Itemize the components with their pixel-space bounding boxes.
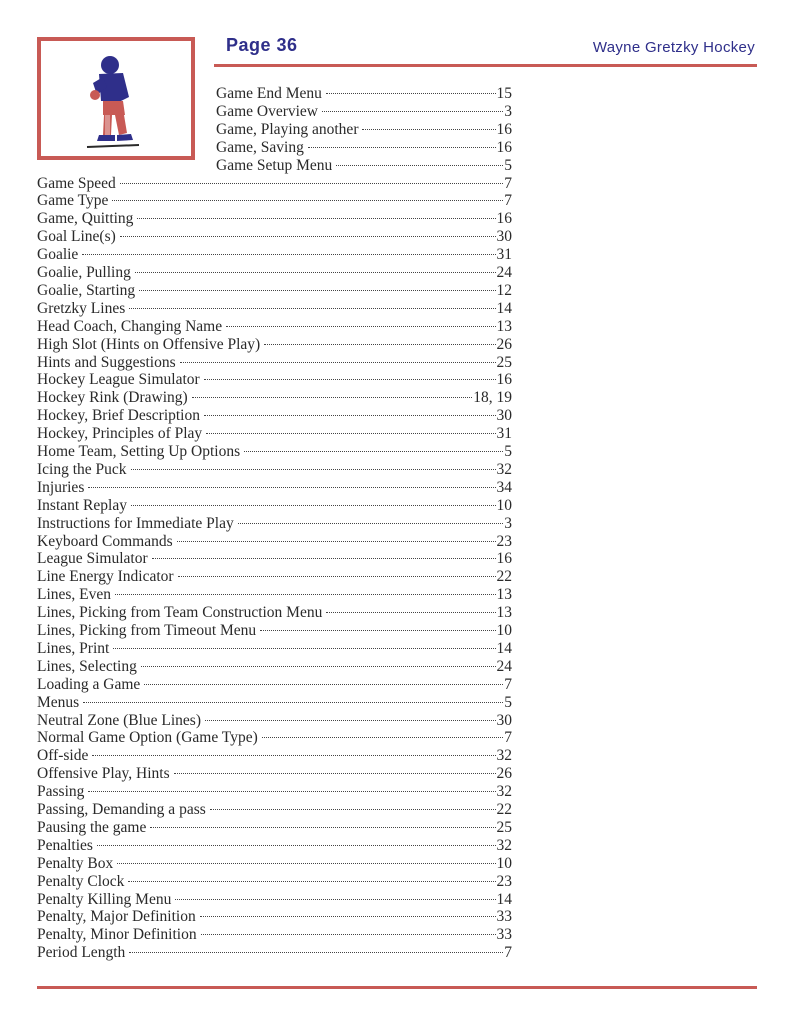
- index-entry-page: 7: [504, 192, 512, 210]
- index-entry-title: Head Coach, Changing Name: [37, 317, 223, 335]
- index-entry: [37, 336, 512, 354]
- index-entry-page: 22: [496, 801, 512, 818]
- index-entry-page: 10: [496, 622, 512, 639]
- index-entry-page: 3: [504, 514, 512, 532]
- dot-leader: [131, 505, 496, 506]
- index-entry-page: 12: [496, 281, 512, 299]
- index-entry-title: Normal Game Option (Game Type): [37, 729, 258, 747]
- index-entry: [37, 533, 512, 551]
- index-entry-title: Gretzky Lines: [37, 299, 126, 317]
- index-entry-title: Game, Saving: [216, 138, 304, 156]
- index-entry-title: Hints and Suggestions: [37, 353, 176, 371]
- index-entry-page: 26: [496, 765, 512, 783]
- dot-leader: [322, 111, 503, 112]
- index-entry-page: 30: [496, 407, 512, 425]
- dot-leader: [206, 433, 495, 434]
- index-entry-title: High Slot (Hints on Offensive Play): [37, 335, 261, 353]
- dot-leader: [264, 344, 495, 345]
- index-entry: [37, 389, 512, 407]
- index-entry-title: Hockey Rink (Drawing): [37, 389, 188, 407]
- index-entry: [37, 192, 512, 210]
- index-entry: [37, 407, 512, 425]
- dot-leader: [150, 827, 495, 828]
- index-entry-title: Keyboard Commands: [37, 532, 173, 550]
- index-entry-title: Pausing the game: [37, 818, 147, 836]
- dot-leader: [204, 415, 496, 416]
- dot-leader: [88, 487, 495, 488]
- index-entry-title: Game, Quitting: [37, 210, 134, 228]
- index-entry-page: 22: [496, 568, 512, 586]
- index-entry-title: Penalty Clock: [37, 872, 125, 890]
- index-entry: [37, 855, 512, 873]
- index-entry-page: 14: [496, 890, 512, 908]
- dot-leader: [205, 720, 496, 721]
- dot-leader: [117, 863, 495, 864]
- index-entry: [37, 873, 512, 891]
- index-entry: [37, 568, 512, 586]
- index-entry-title: Game Type: [37, 192, 109, 210]
- index-entry-title: Instructions for Immediate Play: [37, 514, 234, 532]
- index-entry-title: Offensive Play, Hints: [37, 765, 170, 783]
- index-entry-page: 13: [496, 586, 512, 604]
- index-entry-page: 24: [496, 657, 512, 675]
- index-entry: [37, 801, 512, 819]
- index-entry-page: 7: [504, 675, 512, 693]
- index-entry-page: 7: [504, 174, 512, 192]
- index-entry: [37, 729, 512, 747]
- dot-leader: [326, 93, 496, 94]
- index-entry: [37, 604, 512, 622]
- index-entry-title: Loading a Game: [37, 675, 141, 693]
- index-entry-page: 30: [496, 711, 512, 729]
- index-entry-title: Lines, Even: [37, 586, 112, 604]
- index-entry: [37, 926, 512, 944]
- index-entry: [216, 157, 512, 175]
- index-entry: [216, 103, 512, 121]
- index-entry: [37, 908, 512, 926]
- dot-leader: [200, 916, 496, 917]
- index-entry-page: 5: [504, 693, 512, 711]
- dot-leader: [174, 773, 496, 774]
- index-entry: [37, 944, 512, 962]
- running-header-title: Wayne Gretzky Hockey: [592, 39, 755, 56]
- index-entry-title: Goal Line(s): [37, 228, 116, 246]
- index-entry-title: Menus: [37, 693, 80, 711]
- index-entry-title: Injuries: [37, 478, 85, 496]
- index-entry: [37, 354, 512, 372]
- index-entry-title: Instant Replay: [37, 496, 127, 514]
- index-entry-page: 10: [496, 854, 512, 872]
- dot-leader: [260, 630, 495, 631]
- dot-leader: [326, 612, 495, 613]
- dot-leader: [192, 397, 473, 398]
- index-entry: [37, 479, 512, 497]
- index-entry: [37, 300, 512, 318]
- index-entry: [37, 264, 512, 282]
- index-entry-title: Period Length: [37, 944, 126, 962]
- index-entry-page: 25: [496, 353, 512, 371]
- dot-leader: [238, 523, 504, 524]
- index-entry: [37, 622, 512, 640]
- index-entry-page: 32: [496, 783, 512, 801]
- index-entry-title: Line Energy Indicator: [37, 568, 174, 586]
- index-entry: [37, 497, 512, 515]
- dot-leader: [308, 147, 496, 148]
- index-entry-page: 31: [496, 425, 512, 443]
- dot-leader: [177, 541, 496, 542]
- index-entry: [37, 765, 512, 783]
- index-entry-title: Icing the Puck: [37, 460, 127, 478]
- dot-leader: [210, 809, 496, 810]
- dot-leader: [83, 702, 503, 703]
- index-entry-page: 16: [496, 371, 512, 389]
- index-entry-title: Game, Playing another: [216, 120, 359, 138]
- index-entry-page: 34: [496, 478, 512, 496]
- hockey-player-icon: [81, 49, 151, 149]
- index-entry-page: 13: [496, 317, 512, 335]
- index-entry: [37, 783, 512, 801]
- index-entry-title: Hockey, Brief Description: [37, 407, 200, 425]
- index-entry: [37, 891, 512, 909]
- index-entry-page: 5: [504, 156, 512, 174]
- dot-leader: [82, 254, 495, 255]
- index-entry-page: 26: [496, 335, 512, 353]
- index-entry-page: 24: [496, 264, 512, 281]
- index-entry-page: 30: [496, 228, 512, 246]
- dot-leader: [244, 451, 503, 452]
- index-entry-page: 18, 19: [473, 389, 512, 407]
- dot-leader: [135, 272, 496, 273]
- index-entry-title: Lines, Picking from Timeout Menu: [37, 622, 257, 639]
- index-entry: [216, 139, 512, 157]
- index-entry-page: 5: [504, 443, 512, 460]
- index-entry-title: Penalty, Major Definition: [37, 908, 196, 926]
- index-entry-page: 31: [496, 246, 512, 264]
- index-entry: [37, 515, 512, 533]
- index-entry: [216, 85, 512, 103]
- index-entry-page: 33: [496, 908, 512, 926]
- index-entry: [37, 640, 512, 658]
- dot-leader: [178, 576, 496, 577]
- dot-leader: [131, 469, 496, 470]
- index-entry: [37, 228, 512, 246]
- index-entry-title: Penalties: [37, 836, 93, 854]
- index-entry-title: Hockey, Principles of Play: [37, 425, 203, 443]
- index-entry-page: 14: [496, 299, 512, 317]
- index-entry-page: 23: [496, 532, 512, 550]
- header-divider: [214, 64, 757, 67]
- index-entry-page: 3: [504, 102, 512, 120]
- dot-leader: [128, 881, 495, 882]
- index-entry-title: Lines, Selecting: [37, 657, 137, 675]
- index-entry-page: 7: [504, 729, 512, 747]
- dot-leader: [175, 899, 495, 900]
- index-entry-title: Goalie: [37, 246, 79, 264]
- index-entry: [37, 425, 512, 443]
- dot-leader: [120, 236, 496, 237]
- index-entry: [37, 443, 512, 461]
- index-entry-page: 13: [496, 604, 512, 622]
- index-entry-page: 23: [496, 872, 512, 890]
- index-entry-page: 32: [496, 460, 512, 478]
- index-entry-title: Penalty, Minor Definition: [37, 926, 197, 944]
- index-entry-title: Neutral Zone (Blue Lines): [37, 711, 201, 729]
- dot-leader: [113, 648, 495, 649]
- index-entry: [37, 837, 512, 855]
- dot-leader: [180, 362, 496, 363]
- index-entry-title: Passing: [37, 783, 85, 801]
- index-entry-title: Penalty Box: [37, 854, 114, 872]
- index-entry-title: Goalie, Pulling: [37, 264, 131, 281]
- dot-leader: [336, 165, 503, 166]
- dot-leader: [97, 845, 496, 846]
- logo-frame: [37, 37, 195, 160]
- index-entry-page: 16: [496, 550, 512, 568]
- index-entry-title: Game End Menu: [216, 85, 322, 102]
- index-entry-title: Game Overview: [216, 102, 318, 120]
- dot-leader: [139, 290, 495, 291]
- index-entry-title: Game Speed: [37, 174, 116, 192]
- dot-leader: [144, 684, 503, 685]
- dot-leader: [115, 594, 495, 595]
- index-entry-title: League Simulator: [37, 550, 148, 568]
- page-number: Page 36: [226, 35, 298, 55]
- index-entry-page: 16: [496, 210, 512, 228]
- index-entry-page: 25: [496, 818, 512, 836]
- dot-leader: [262, 737, 504, 738]
- dot-leader: [226, 326, 495, 327]
- footer-divider: [37, 986, 757, 989]
- index-entry-page: 33: [496, 926, 512, 944]
- index-entry-title: Goalie, Starting: [37, 281, 136, 299]
- index-entry: [37, 694, 512, 712]
- index-entry: [37, 210, 512, 228]
- index-entry: [37, 586, 512, 604]
- index-entry: [37, 676, 512, 694]
- index-entry-page: 10: [496, 496, 512, 514]
- index-entry: [37, 318, 512, 336]
- index-entry: [37, 712, 512, 730]
- index-entry-title: Home Team, Setting Up Options: [37, 443, 241, 460]
- dot-leader: [137, 218, 495, 219]
- index-entry-page: 15: [496, 85, 512, 102]
- dot-leader: [362, 129, 495, 130]
- dot-leader: [201, 934, 496, 935]
- index-entry-title: Passing, Demanding a pass: [37, 801, 206, 818]
- index-entry-page: 7: [504, 944, 512, 962]
- index-entry: [37, 658, 512, 676]
- index-entry-title: Lines, Picking from Team Construction Menu: [37, 604, 323, 622]
- index-entry: [37, 747, 512, 765]
- index-entry: [37, 819, 512, 837]
- index-entry: [37, 371, 512, 389]
- index-entry: [216, 121, 512, 139]
- index-entry-title: Game Setup Menu: [216, 156, 333, 174]
- index-entry-title: Penalty Killing Menu: [37, 890, 172, 908]
- dot-leader: [92, 755, 495, 756]
- index-entry-page: 14: [496, 639, 512, 657]
- dot-leader: [88, 791, 495, 792]
- dot-leader: [152, 558, 496, 559]
- dot-leader: [129, 308, 495, 309]
- dot-leader: [112, 200, 503, 201]
- index-entry: [37, 175, 512, 193]
- index-entry-title: Off-side: [37, 747, 89, 765]
- index-entry-page: 16: [496, 138, 512, 156]
- index-entry-page: 32: [496, 747, 512, 765]
- dot-leader: [204, 379, 496, 380]
- index-entry-page: 32: [496, 836, 512, 854]
- dot-leader: [129, 952, 503, 953]
- index-entry: [37, 550, 512, 568]
- index-entry-page: 16: [496, 120, 512, 138]
- index-entry: [37, 461, 512, 479]
- index-entry: [37, 282, 512, 300]
- dot-leader: [120, 183, 503, 184]
- index-entry-title: Lines, Print: [37, 639, 110, 657]
- index-entry: [37, 246, 512, 264]
- dot-leader: [141, 666, 496, 667]
- index-entry-title: Hockey League Simulator: [37, 371, 200, 389]
